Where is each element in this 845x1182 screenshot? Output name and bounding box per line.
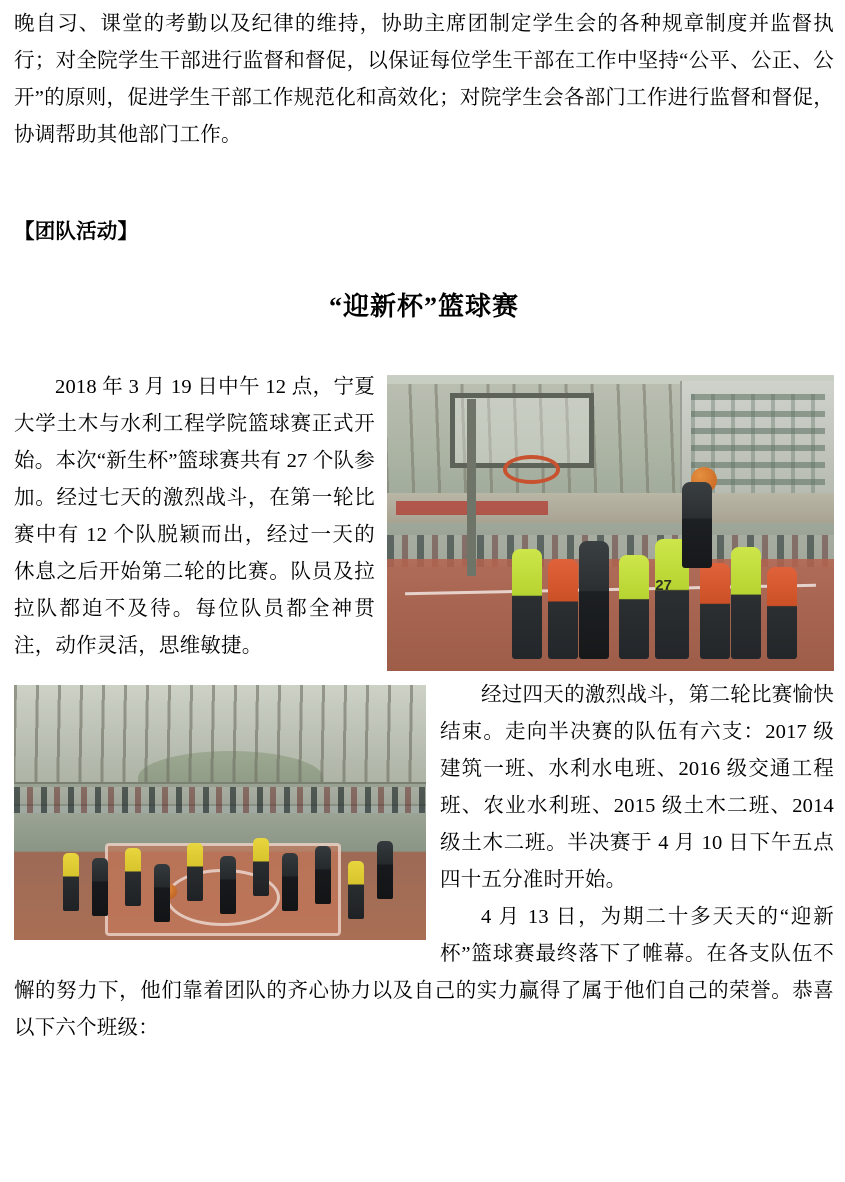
paragraph-body-2: 经过四天的激烈战斗，第二轮比赛愉快结束。走向半决赛的队伍有六支：2017 级建筑一班、水利水电班、2016 级交通工程班、农业水利班、2015 级土木二班、2014 级土木二班。半决赛于 4 月 10 日下午五点四十五分准时开始。 <box>440 684 834 891</box>
photo2-player <box>282 853 298 911</box>
photo2-player <box>315 846 331 904</box>
photo1-hoop-pole <box>467 399 476 577</box>
photo2-player <box>125 848 141 906</box>
photo2-player <box>220 856 236 914</box>
paragraph-body-3: 4 月 13 日，为期二十多天天的“迎新杯”篮球赛最终落下了帷幕。在各支队伍不懈的努力下，他们靠着团队的齐心协力以及自己的实力赢得了属于他们自己的荣誉。恭喜以下六个班级： <box>14 906 834 1039</box>
photo1-player <box>731 547 761 659</box>
photo2-player <box>63 853 79 911</box>
photo1-player <box>512 549 542 659</box>
photo1-jersey-number: 27 <box>655 577 672 595</box>
photo1-player <box>767 567 797 659</box>
photo1-player <box>700 563 730 659</box>
photo1-player <box>579 541 609 659</box>
photo2-crowd <box>14 787 426 813</box>
photo1-player <box>619 555 649 659</box>
photo-basketball-game <box>387 375 834 671</box>
paragraph-intro: 晚自习、课堂的考勤以及纪律的维持，协助主席团制定学生会的各种规章制度并监督执行；对全院学生干部进行监督和督促，以保证每位学生干部在工作中坚持“公平、公正、公开”的原则，促进学生干部工作规范化和高效化；对院学生会各部门工作进行监督和督促，协调帮助其他部门工作。 <box>14 13 834 146</box>
photo2-player <box>377 841 393 899</box>
spacer <box>14 154 834 214</box>
photo2-trees <box>14 685 426 787</box>
section-label: 【团队活动】 <box>14 221 139 243</box>
photo2-player <box>187 843 203 901</box>
photo-court-wide <box>14 685 426 940</box>
photo2-player <box>348 861 364 919</box>
article-title: “迎新杯”篮球赛 <box>328 292 519 321</box>
photo1-player <box>682 482 712 568</box>
spacer <box>14 251 834 287</box>
spacer <box>14 327 834 369</box>
photo1-rim <box>503 455 560 484</box>
photo2-player <box>154 864 170 922</box>
photo2-player <box>92 858 108 916</box>
paragraph-body-1: 2018 年 3 月 19 日中午 12 点，宁夏大学土木与水利工程学院篮球赛正式开始。本次“新生杯”篮球赛共有 27 个队参加。经过七天的激烈战斗，在第一轮比赛中有 12 个队脱颖而出，经过一天的休息之后开始第二轮的比赛。队员及拉拉队都迫不及待。每位队员都全神贯注，动作灵活，思维敏捷。 <box>14 376 375 657</box>
photo2-player <box>253 838 269 896</box>
document-body <box>14 6 834 1047</box>
photo1-player <box>548 559 578 659</box>
